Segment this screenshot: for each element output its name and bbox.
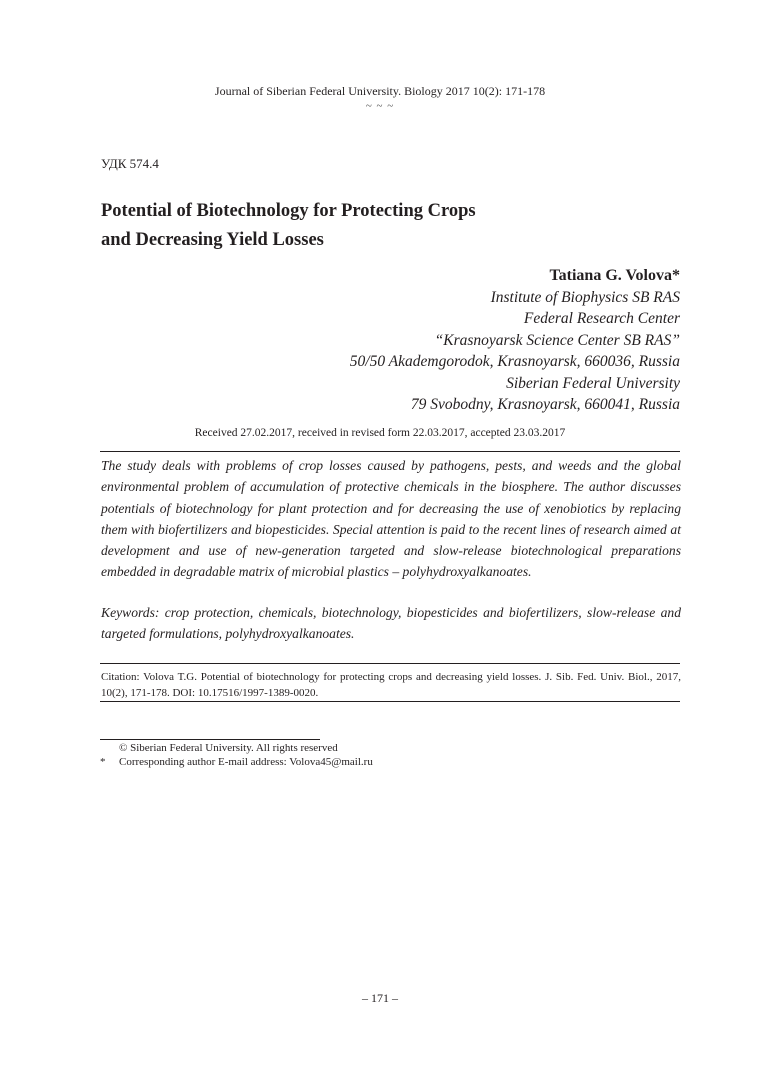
- title-line-2: and Decreasing Yield Losses: [101, 230, 324, 250]
- corresponding-author-text: Corresponding author E-mail address: Volova45@mail.ru: [119, 756, 373, 768]
- journal-header: Journal of Siberian Federal University. Biology 2017 10(2): 171-178: [214, 84, 546, 98]
- affiliation-line: Institute of Biophysics SB RAS: [490, 288, 680, 306]
- affiliation-line: “Krasnoyarsk Science Center SB RAS”: [434, 331, 680, 349]
- abstract: The study deals with problems of crop losses caused by pathogens, pests, and weeds and the global environmental problem of accumulation of protective chemicals in the biosphere. The author discusses potentials of biotechnology for plant protection and for decreasing the use of xenobiotics by replacing them with biofertilizers and biopesticides. Special attention is paid to the recent lines of research aimed at development and use of new-generation targeted and slow-release biotechnological preparations embedded in degradable matrix of microbial plastics – polyhydroxyalkanoates.: [101, 458, 681, 580]
- author-block: [350, 265, 680, 416]
- affiliation-line: 50/50 Akademgorodok, Krasnoyarsk, 660036, Russia: [349, 353, 680, 370]
- abstract-top-rule: [100, 451, 680, 452]
- footnote-corresponding: [100, 755, 373, 769]
- affiliation-line: 79 Svobodny, Krasnoyarsk, 660041, Russia: [410, 396, 680, 413]
- page-number: – 171 –: [362, 991, 398, 1005]
- footnote-asterisk: *: [100, 756, 106, 768]
- title-line-1: Potential of Biotechnology for Protecting Crops: [101, 201, 476, 221]
- copyright-text: © Siberian Federal University. All rights reserved: [119, 742, 338, 754]
- footnote-rule: [100, 739, 320, 740]
- keywords: Keywords: crop protection, chemicals, biotechnology, biopesticides and biofertilizers, slow-release and targeted formulations, polyhydroxyalkanoates.: [101, 605, 681, 642]
- citation: Citation: Volova T.G. Potential of biotechnology for protecting crops and decreasing yield losses. J. Sib. Fed. Univ. Biol., 2017, 10(2), 171-178. DOI: 10.17516/1997-1389-0020.: [101, 671, 681, 699]
- affiliation-line: Federal Research Center: [523, 310, 680, 327]
- footnote-copyright: [100, 741, 338, 755]
- citation-bottom-rule: [100, 701, 680, 702]
- header-ornament: ~ ~ ~: [365, 100, 395, 112]
- received-dates: Received 27.02.2017, received in revised form 22.03.2017, accepted 23.03.2017: [194, 427, 566, 439]
- author-name: Tatiana G. Volova*: [549, 267, 680, 284]
- citation-top-rule: [100, 663, 680, 664]
- affiliation-line: Siberian Federal University: [506, 374, 680, 392]
- udk-code: УДК 574.4: [101, 156, 159, 171]
- article-title: [101, 197, 661, 255]
